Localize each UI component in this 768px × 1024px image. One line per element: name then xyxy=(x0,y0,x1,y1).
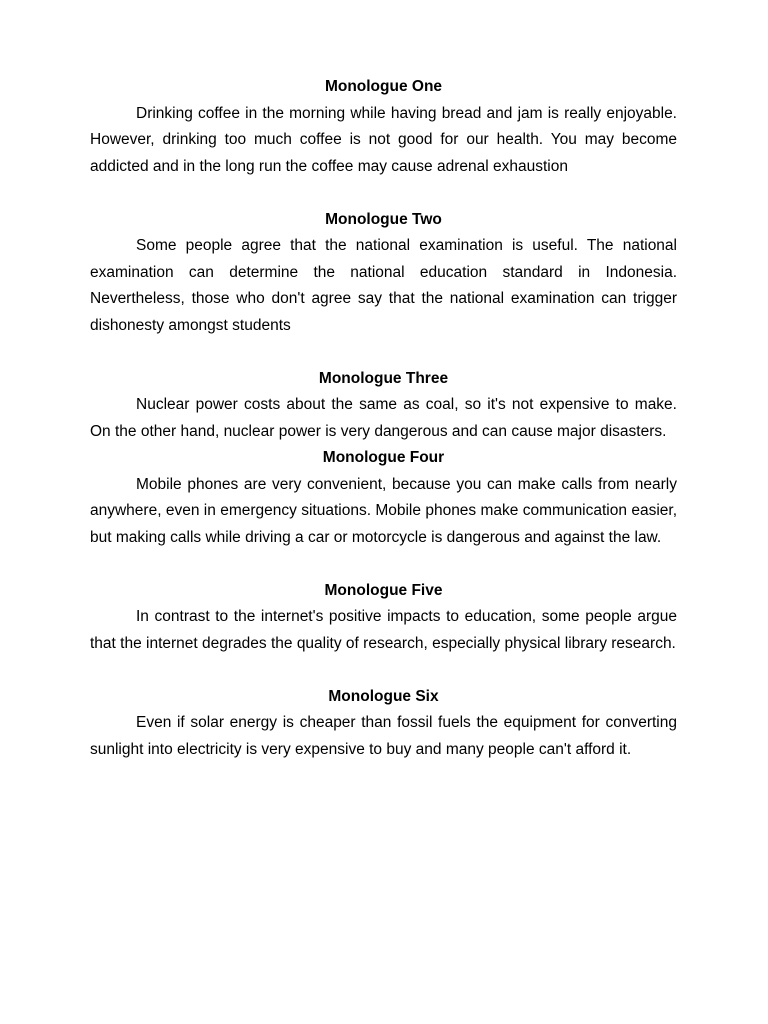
monologue-two-text: Some people agree that the national examination is useful. The national examination can determine the national education standard in Indonesia. Nevertheless, those who don't agree say that the national examination can trigger dishonesty amongst students xyxy=(90,237,677,334)
monologue-four-text: Mobile phones are very convenient, because you can make calls from nearly anywhere, even in emergency situations. Mobile phones make communication easier, but making calls while driving a car or motorcycle is dangerous and against the law. xyxy=(90,475,677,546)
monologue-three-text: Nuclear power costs about the same as coal, so it's not expensive to make. On the other hand, nuclear power is very dangerous and can cause major disasters. xyxy=(90,396,677,440)
monologue-five-section xyxy=(90,578,677,658)
monologue-five-text: In contrast to the internet's positive impacts to education, some people argue that the internet degrades the quality of research, especially physical library research. xyxy=(90,608,677,652)
monologue-six-title: Monologue Six xyxy=(328,687,439,705)
document-page xyxy=(90,74,677,763)
monologue-five-title: Monologue Five xyxy=(324,581,443,599)
monologue-one-section xyxy=(90,74,677,180)
monologue-four-title: Monologue Four xyxy=(322,449,445,466)
monologue-six-text: Even if solar energy is cheaper than fossil fuels the equipment for converting sunlight into electricity is very expensive to buy and many people can't afford it. xyxy=(90,714,677,758)
monologue-three-section xyxy=(90,366,677,446)
monologue-three-title: Monologue Three xyxy=(318,369,449,387)
monologue-one-text: Drinking coffee in the morning while having bread and jam is really enjoyable. However, drinking too much coffee is not good for our health. You may become addicted and in the long run the coffee may cause adrenal exhaustion xyxy=(90,104,677,175)
monologue-two-title: Monologue Two xyxy=(325,210,442,228)
monologue-four-section xyxy=(90,445,677,551)
monologue-one-title: Monologue One xyxy=(324,78,443,95)
monologue-two-section xyxy=(90,207,677,340)
monologue-six-section xyxy=(90,684,677,764)
